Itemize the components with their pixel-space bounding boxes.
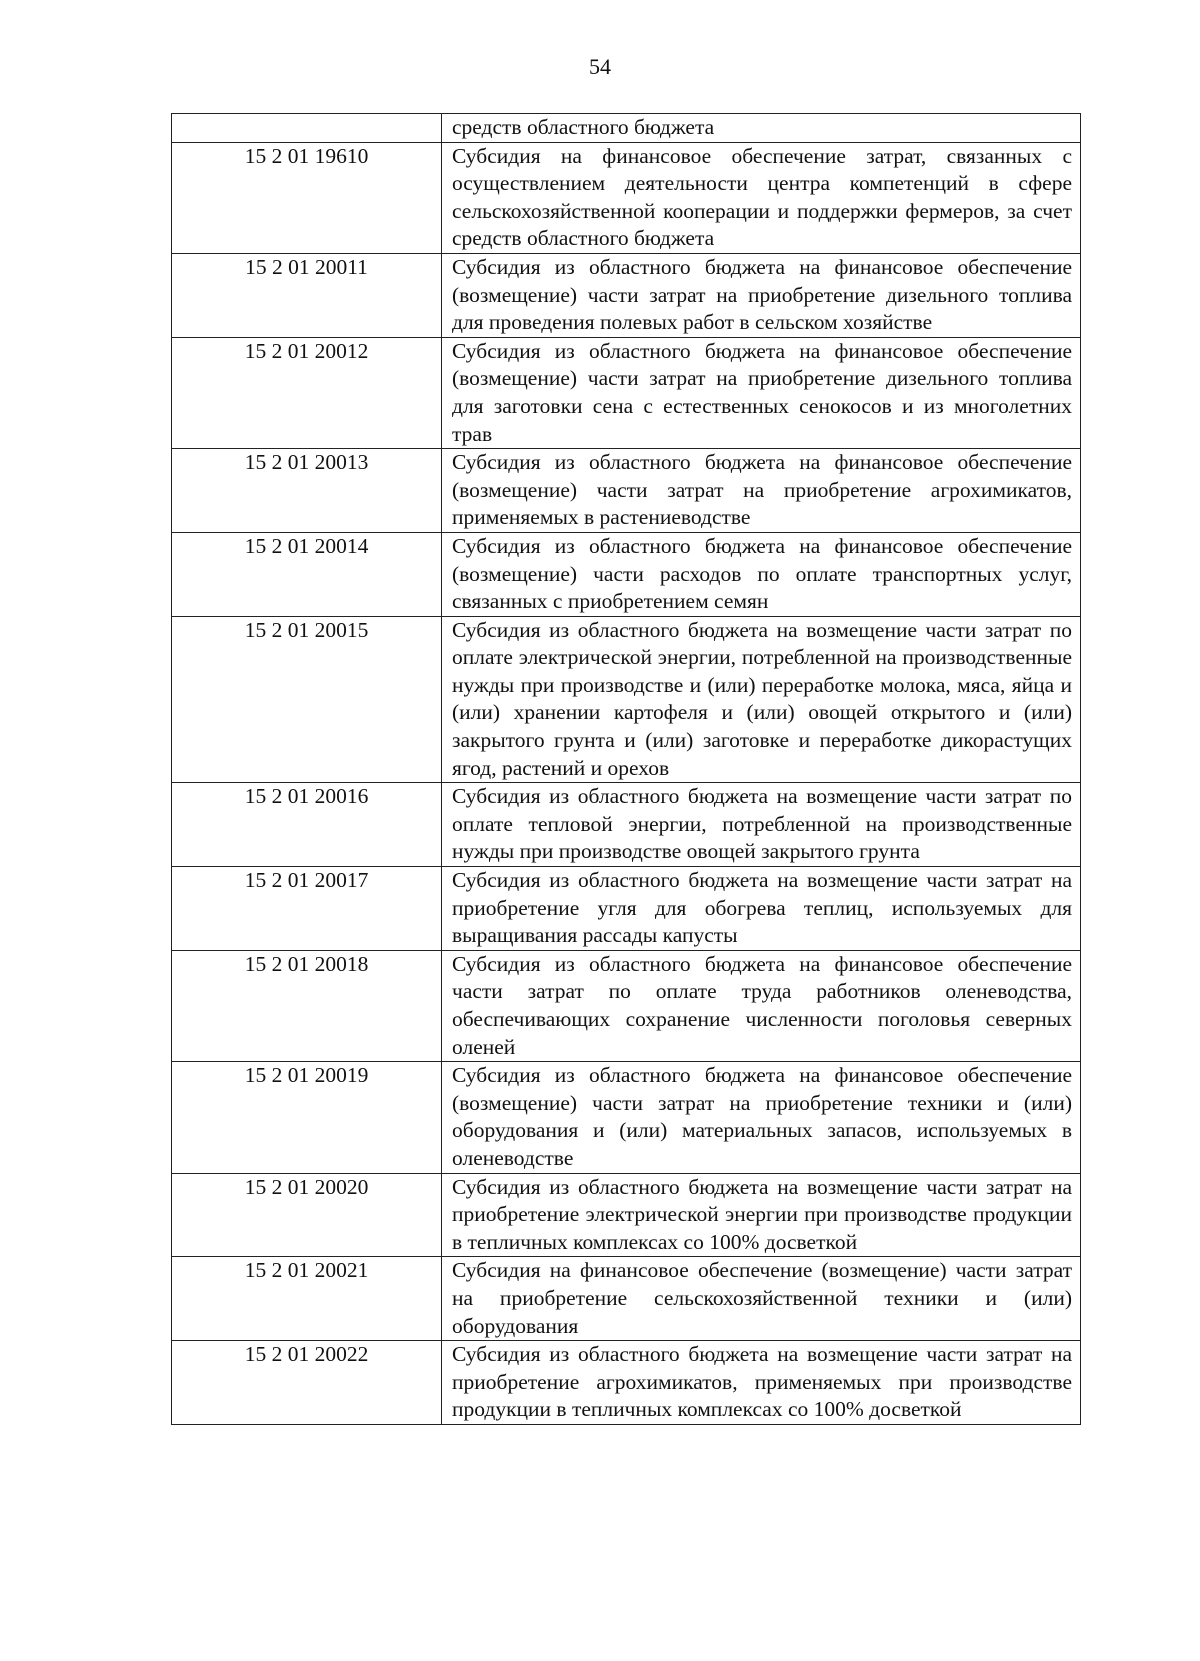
description-cell: средств областного бюджета — [442, 114, 1081, 143]
page-number: 54 — [589, 54, 611, 79]
description-cell: Субсидия из областного бюджета на финансовое обеспечение (возмещение) части затрат на приобретение дизельного топлива для проведения полевых работ в сельском хозяйстве — [442, 253, 1081, 337]
budget-code-cell: 15 2 01 20015 — [172, 616, 442, 783]
description-cell: Субсидия на финансовое обеспечение затрат, связанных с осуществлением деятельности центра компетенций в сфере сельскохозяйственной кооперации и поддержки фермеров, за счет средств областного бюджета — [442, 142, 1081, 253]
budget-code-cell: 15 2 01 20014 — [172, 532, 442, 616]
table-row — [172, 253, 1081, 337]
budget-code-cell: 15 2 01 20022 — [172, 1341, 442, 1425]
budget-code-cell: 15 2 01 20012 — [172, 337, 442, 448]
table-row — [172, 1173, 1081, 1257]
table-row — [172, 950, 1081, 1061]
table-row — [172, 616, 1081, 783]
table-row — [172, 532, 1081, 616]
budget-code-cell — [172, 114, 442, 143]
budget-code-cell: 15 2 01 20021 — [172, 1257, 442, 1341]
table-row — [172, 449, 1081, 533]
description-cell: Субсидия из областного бюджета на возмещение части затрат на приобретение электрической энергии при производстве продукции в тепличных комплексах со 100% досветкой — [442, 1173, 1081, 1257]
description-cell: Субсидия из областного бюджета на финансовое обеспечение части затрат по оплате труда работников оленеводства, обеспечивающих сохранение численности поголовья северных оленей — [442, 950, 1081, 1061]
table-body — [172, 114, 1081, 1425]
table-row — [172, 142, 1081, 253]
budget-code-cell: 15 2 01 20019 — [172, 1062, 442, 1173]
description-cell: Субсидия из областного бюджета на возмещение части затрат по оплате тепловой энергии, потребленной на производственные нужды при производстве овощей закрытого грунта — [442, 783, 1081, 867]
budget-code-cell: 15 2 01 20018 — [172, 950, 442, 1061]
table-row — [172, 1341, 1081, 1425]
table-row — [172, 1257, 1081, 1341]
description-cell: Субсидия из областного бюджета на финансовое обеспечение (возмещение) части расходов по оплате транспортных услуг, связанных с приобретением семян — [442, 532, 1081, 616]
description-cell: Субсидия на финансовое обеспечение (возмещение) части затрат на приобретение сельскохозяйственной техники и (или) оборудования — [442, 1257, 1081, 1341]
table-row — [172, 867, 1081, 951]
description-cell: Субсидия из областного бюджета на финансовое обеспечение (возмещение) части затрат на приобретение агрохимикатов, применяемых в растениеводстве — [442, 449, 1081, 533]
table-row — [172, 1062, 1081, 1173]
table-row — [172, 114, 1081, 143]
description-cell: Субсидия из областного бюджета на финансовое обеспечение (возмещение) части затрат на приобретение дизельного топлива для заготовки сена с естественных сенокосов и из многолетних трав — [442, 337, 1081, 448]
budget-code-cell: 15 2 01 20017 — [172, 867, 442, 951]
table-row — [172, 783, 1081, 867]
budget-code-cell: 15 2 01 20016 — [172, 783, 442, 867]
budget-code-cell: 15 2 01 19610 — [172, 142, 442, 253]
budget-code-cell: 15 2 01 20020 — [172, 1173, 442, 1257]
table-row — [172, 337, 1081, 448]
description-cell: Субсидия из областного бюджета на финансовое обеспечение (возмещение) части затрат на приобретение техники и (или) оборудования и (или) материальных запасов, используемых в оленеводстве — [442, 1062, 1081, 1173]
description-cell: Субсидия из областного бюджета на возмещение части затрат на приобретение угля для обогрева теплиц, используемых для выращивания рассады капусты — [442, 867, 1081, 951]
budget-code-cell: 15 2 01 20011 — [172, 253, 442, 337]
description-cell: Субсидия из областного бюджета на возмещение части затрат по оплате электрической энергии, потребленной на производственные нужды при производстве и (или) переработке молока, мяса, яйца и (или) хранении картофеля и (или) овощей открытого и (или) закрытого грунта и (или) заготовке и переработке дикорастущих ягод, растений и орехов — [442, 616, 1081, 783]
description-cell: Субсидия из областного бюджета на возмещение части затрат на приобретение агрохимикатов, применяемых при производстве продукции в тепличных комплексах со 100% досветкой — [442, 1341, 1081, 1425]
budget-code-cell: 15 2 01 20013 — [172, 449, 442, 533]
budget-codes-table — [171, 113, 1081, 1425]
